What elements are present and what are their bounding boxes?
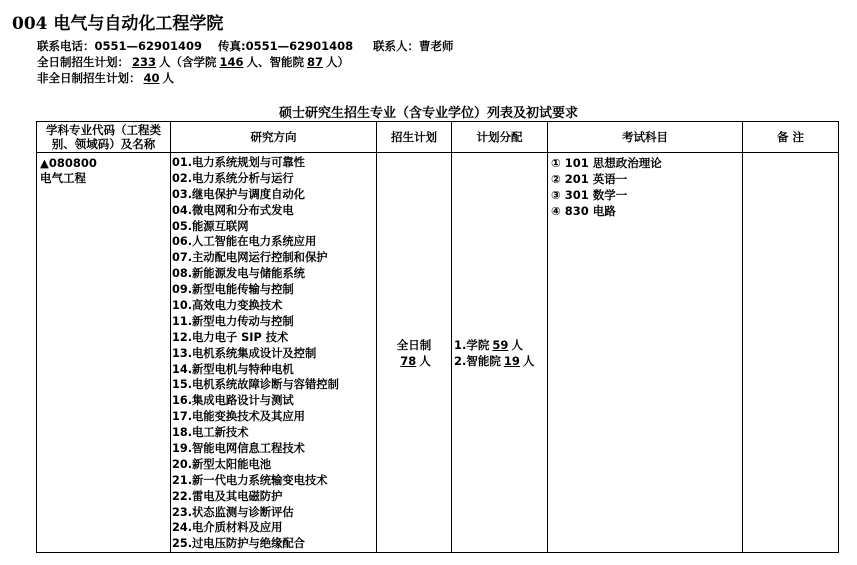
header-exam-subjects: 考试科目: [548, 122, 743, 153]
enrollment-table: [36, 121, 839, 553]
fax-label: 传真:: [218, 39, 246, 53]
research-direction-item: 01.电力系统规划与可靠性: [172, 156, 305, 169]
fulltime-college: 146: [219, 55, 244, 69]
allocation-label: 1.学院: [454, 337, 490, 352]
research-direction-item: 13.电机系统集成设计及控制: [172, 346, 317, 360]
allocation-value: 59: [492, 337, 509, 352]
phone-label: 联系电话：: [37, 39, 95, 53]
subjects-cell: [548, 153, 743, 553]
research-direction-item: 12.电力电子 SIP 技术: [172, 330, 289, 344]
plan-value: 78: [400, 353, 417, 368]
allocation-value: 19: [503, 353, 520, 368]
allocation-unit: 人: [522, 353, 535, 368]
allocation-item: [454, 353, 547, 369]
allocation-unit: 人: [511, 337, 523, 352]
parttime-plan-line: [37, 70, 174, 86]
exam-subject-item: ③ 301 数学一: [551, 188, 628, 202]
header-research-direction: 研究方向: [171, 122, 377, 153]
research-direction-item: 23.状态监测与诊断评估: [172, 505, 294, 519]
fax-number: 0551—62901408: [245, 39, 354, 53]
fulltime-text-1: 人（含学院: [159, 55, 217, 69]
research-direction-item: 10.高效电力变换技术: [172, 299, 283, 313]
table-row: [37, 153, 839, 553]
research-direction-item: 19.智能电网信息工程技术: [172, 442, 305, 456]
phone-number: 0551—62901409: [94, 39, 203, 53]
major-name: 电气工程: [40, 171, 86, 185]
parttime-label: 非全日制招生计划：: [37, 71, 141, 85]
allocation-label: 2.智能院: [454, 353, 501, 368]
contact-name: 曹老师: [419, 39, 454, 53]
exam-subject-item: ④ 830 电路: [551, 204, 616, 218]
header-enrollment-plan: 招生计划: [377, 122, 452, 153]
fax-line: [218, 38, 353, 54]
header-major-code: 学科专业代码（工程类别、领域码）及名称: [37, 122, 171, 153]
research-direction-item: 03.继电保护与调度自动化: [172, 187, 305, 201]
research-direction-item: 06.人工智能在电力系统应用: [172, 235, 317, 249]
fulltime-plan-line: [37, 54, 349, 70]
header-plan-allocation: 计划分配: [452, 122, 548, 153]
research-direction-item: 08.新能源发电与储能系统: [172, 267, 305, 281]
research-direction-item: 14.新型电机与特种电机: [172, 362, 294, 376]
research-direction-item: 18.电工新技术: [172, 426, 249, 440]
research-direction-item: 20.新型太阳能电池: [172, 457, 272, 471]
parttime-unit: 人: [162, 71, 175, 85]
exam-subject-item: ① 101 思想政治理论: [551, 156, 662, 170]
research-direction-item: 24.电介质材料及应用: [172, 521, 283, 535]
research-direction-item: 09.新型电能传输与控制: [172, 283, 294, 297]
contact-person-line: [373, 38, 454, 54]
plan-value-line: [377, 353, 451, 369]
exam-subject-item: ② 201 英语一: [551, 172, 628, 186]
fulltime-text-2: 人、智能院: [246, 55, 305, 69]
research-direction-item: 15.电机系统故障诊断与容错控制: [172, 378, 339, 392]
fulltime-total: 233: [132, 55, 157, 69]
allocation-item: [454, 337, 547, 353]
research-direction-item: 07.主动配电网运行控制和保护: [172, 251, 328, 265]
research-direction-item: 02.电力系统分析与运行: [172, 171, 294, 185]
table-header-row: [37, 122, 839, 153]
header-remarks: 备 注: [743, 122, 839, 153]
allocation-cell: [452, 153, 548, 553]
research-direction-item: 05.能源互联网: [172, 219, 249, 233]
research-direction-item: 11.新型电力传动与控制: [172, 314, 294, 328]
table-caption: 硕士研究生招生专业（含专业学位）列表及初试要求: [278, 106, 578, 121]
directions-cell: [171, 153, 377, 553]
contact-label: 联系人：: [373, 39, 419, 53]
major-cell: [37, 153, 171, 553]
remarks-cell: [743, 153, 839, 553]
plan-unit: 人: [419, 353, 431, 368]
research-direction-item: 16.集成电路设计与测试: [172, 394, 294, 408]
plan-cell: [377, 153, 452, 553]
parttime-total: 40: [143, 71, 160, 85]
research-direction-item: 04.微电网和分布式发电: [172, 203, 294, 217]
research-direction-item: 22.雷电及其电磁防护: [172, 489, 283, 503]
research-direction-item: 21.新一代电力系统输变电技术: [172, 473, 328, 487]
college-title: 004 电气与自动化工程学院: [12, 14, 224, 34]
fulltime-ai: 87: [307, 55, 324, 69]
research-direction-item: 17.电能变换技术及其应用: [172, 410, 305, 424]
fulltime-label: 全日制招生计划：: [37, 55, 129, 69]
plan-label: 全日制: [396, 337, 432, 352]
major-code: ▲080800: [40, 156, 97, 170]
contact-line: [37, 38, 202, 54]
research-direction-item: 25.过电压防护与绝缘配合: [172, 537, 305, 551]
fulltime-text-3: 人）: [326, 55, 350, 69]
